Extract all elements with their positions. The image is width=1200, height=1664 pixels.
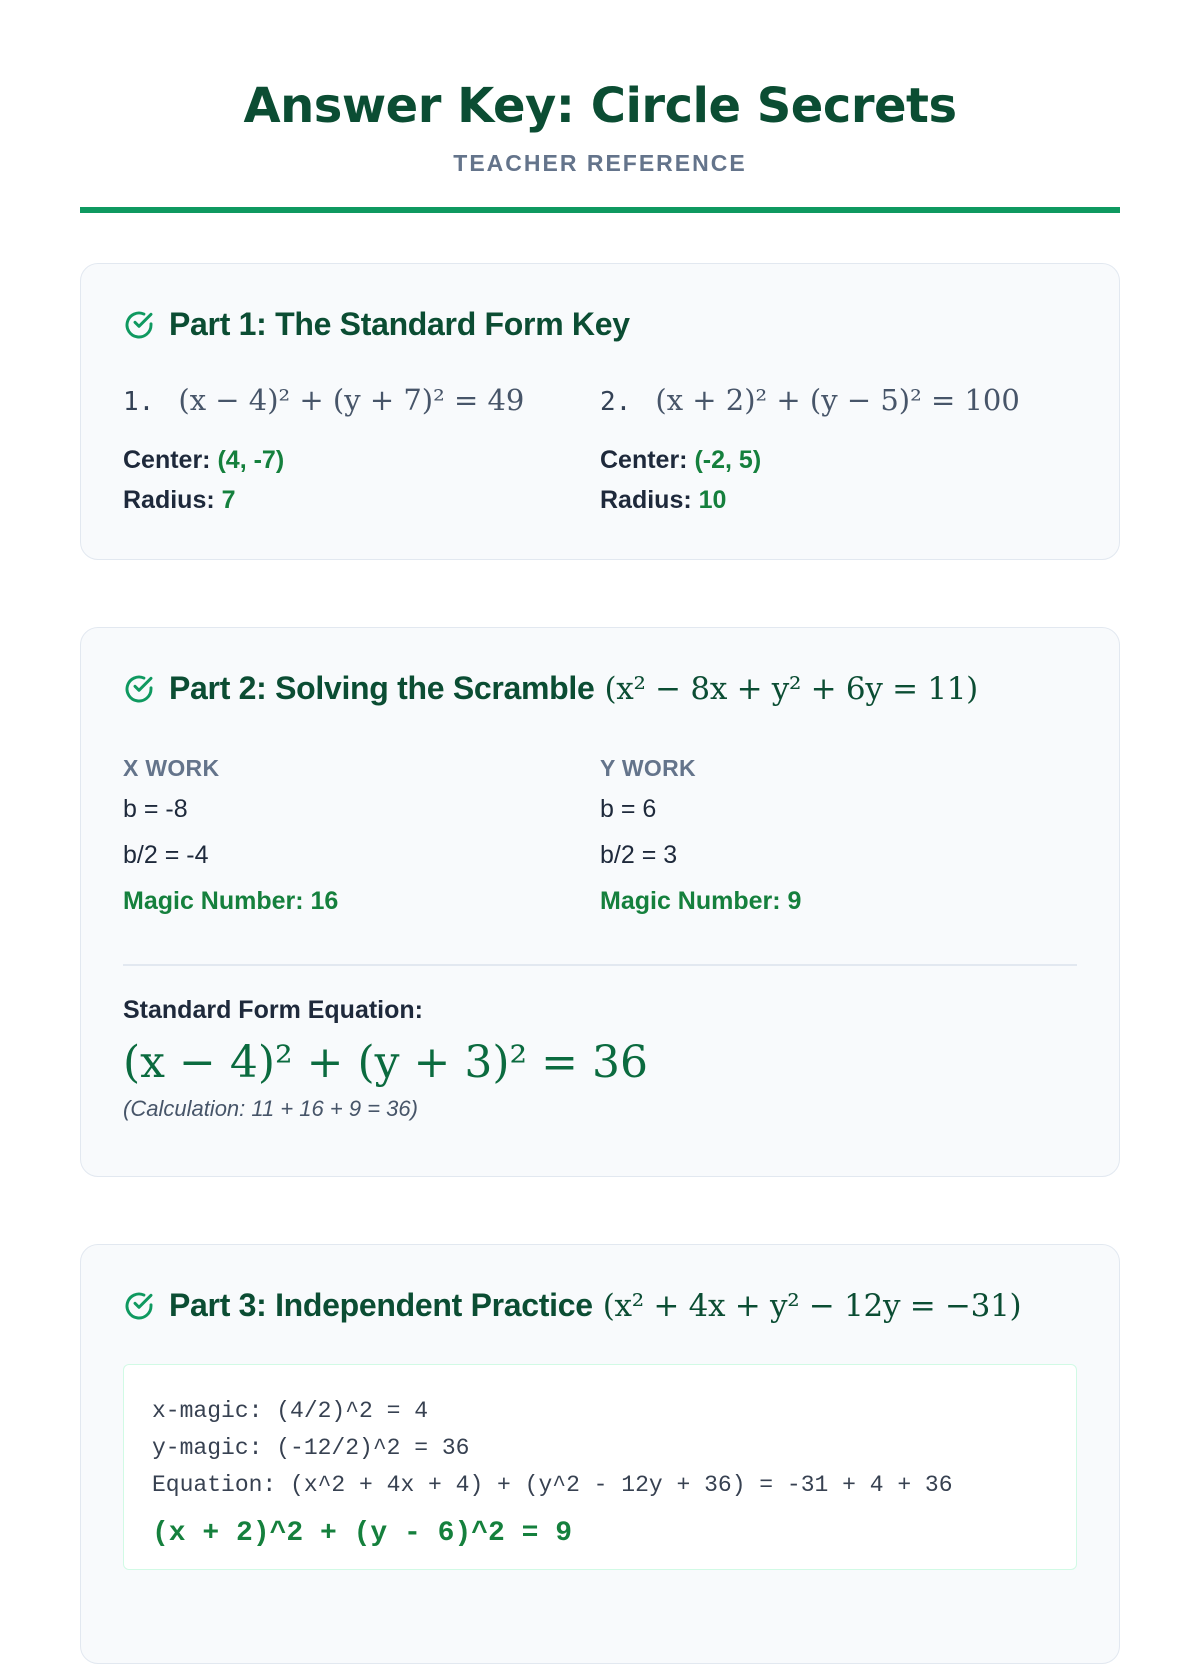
calculation-note: (Calculation: 11 + 16 + 9 = 36): [123, 1095, 418, 1121]
problem-2-center: Center: (-2, 5): [600, 446, 762, 474]
part3-card: [80, 1244, 1120, 1664]
check-circle-icon: [123, 673, 155, 705]
standard-form-equation: (x − 4)² + (y + 3)² = 36: [123, 1036, 648, 1088]
y-magic-number: Magic Number: 9: [600, 887, 802, 915]
problem-1-equation: (x − 4)² + (y + 7)² = 49: [178, 383, 525, 417]
part3-heading-equation: (x² + 4x + y² − 12y = −31): [602, 1287, 1022, 1324]
problem-1: [123, 383, 600, 520]
x-magic-number: Magic Number: 16: [123, 887, 339, 915]
part3-heading-text: Part 3: Independent Practice: [169, 1287, 593, 1323]
problem-2-number: 2.: [600, 387, 632, 417]
page-header: [0, 0, 1200, 177]
part2-card: [80, 627, 1120, 1177]
problem-1-number: 1.: [123, 387, 155, 417]
page-subtitle: TEACHER REFERENCE: [453, 150, 747, 176]
part2-heading-equation: (x² − 8x + y² + 6y = 11): [604, 670, 978, 707]
y-work-half: b/2 = 3: [600, 841, 678, 869]
check-circle-icon: [123, 309, 155, 341]
problem-1-radius-value: 7: [221, 486, 236, 514]
problem-1-center-value: (4, -7): [217, 446, 285, 474]
problem-1-center: Center: (4, -7): [123, 446, 285, 474]
part2-heading: [123, 670, 1077, 707]
equation-line: Equation: (x^2 + 4x + 4) + (y^2 - 12y + 36) = -31 + 4 + 36: [152, 1472, 953, 1498]
part1-heading: [123, 306, 1077, 343]
x-work-column: [123, 755, 600, 924]
part3-heading: [123, 1287, 1077, 1324]
standard-form-label: Standard Form Equation:: [123, 995, 423, 1024]
problem-2-center-value: (-2, 5): [694, 446, 762, 474]
part1-card: [80, 263, 1120, 560]
y-work-b: b = 6: [600, 795, 657, 823]
page-title: Answer Key: Circle Secrets: [243, 78, 957, 134]
problem-1-radius: Radius: 7: [123, 486, 236, 514]
problem-2-radius-value: 10: [698, 486, 727, 514]
part2-heading-text: Part 2: Solving the Scramble: [169, 670, 595, 706]
final-answer: (x + 2)^2 + (y - 6)^2 = 9: [152, 1518, 573, 1549]
y-work-column: [600, 755, 1077, 924]
x-magic-line: x-magic: (4/2)^2 = 4: [152, 1398, 429, 1424]
y-magic-line: y-magic: (-12/2)^2 = 36: [152, 1435, 470, 1461]
problem-2-radius: Radius: 10: [600, 486, 727, 514]
section-divider: [123, 964, 1077, 966]
header-divider: [80, 207, 1120, 213]
x-work-b: b = -8: [123, 795, 188, 823]
x-work-half: b/2 = -4: [123, 841, 209, 869]
x-work-label: X WORK: [123, 755, 220, 781]
problem-2: [600, 383, 1077, 520]
part1-heading-text: Part 1: The Standard Form Key: [169, 306, 630, 342]
problem-2-equation: (x + 2)² + (y − 5)² = 100: [655, 383, 1020, 417]
practice-solution-box: [123, 1364, 1077, 1570]
y-work-label: Y WORK: [600, 755, 696, 781]
check-circle-icon: [123, 1290, 155, 1322]
